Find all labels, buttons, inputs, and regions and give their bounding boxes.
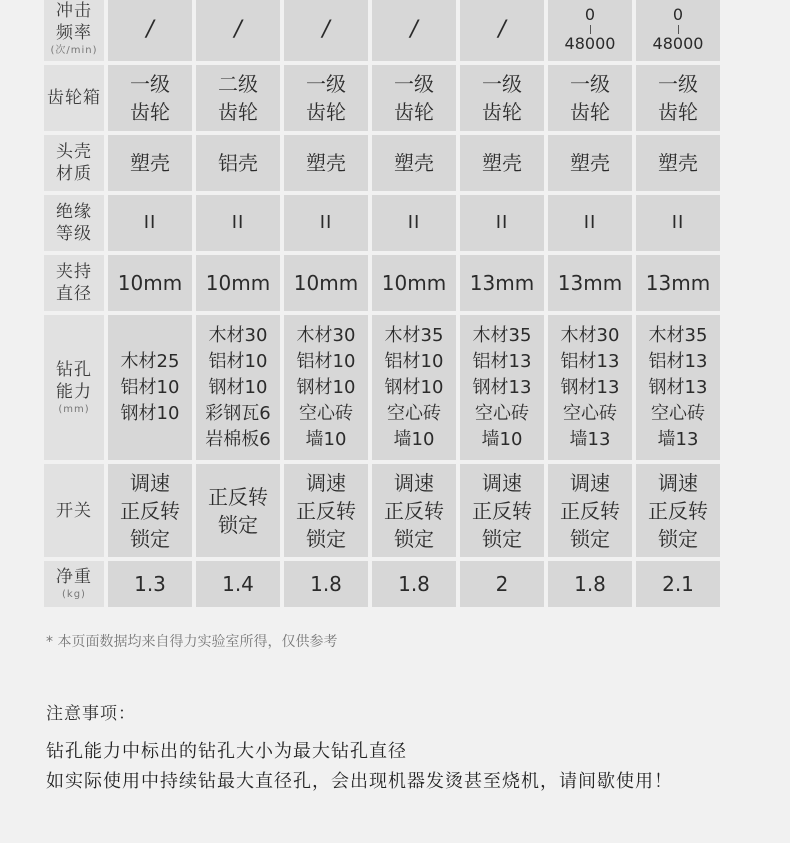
cell-text: 正反转 (208, 484, 268, 509)
cell-text: 墙10 (481, 428, 523, 450)
cell-text: 13mm (469, 271, 535, 295)
row-label (44, 0, 104, 61)
cell-text: 空心砖 (299, 402, 353, 424)
value-cell (284, 464, 368, 557)
cell-text: 13mm (557, 271, 623, 295)
cell-text: 铝材10 (208, 350, 268, 372)
freq-min: 0 (584, 4, 596, 24)
table-row (44, 561, 744, 607)
row-label-text: 钻孔 (56, 359, 92, 380)
value-cell (196, 135, 280, 191)
row-label-text: 频率 (56, 23, 92, 43)
cell-text: II (583, 212, 597, 233)
cell-text: II (407, 212, 421, 233)
value-cell (460, 561, 544, 607)
value-cell (196, 195, 280, 251)
value-cell (196, 315, 280, 460)
value-cell (372, 561, 456, 607)
not-applicable-mark: / (498, 16, 506, 42)
table-row (44, 255, 744, 311)
cell-text: 一级 (394, 72, 434, 96)
cell-text: 塑壳 (658, 151, 698, 175)
cell-text: 木材35 (384, 324, 444, 346)
value-cell (108, 65, 192, 131)
row-label-text: 材质 (56, 164, 92, 184)
value-cell (372, 65, 456, 131)
value-cell (548, 135, 632, 191)
row-label (44, 135, 104, 191)
value-cell (284, 561, 368, 607)
cell-text: II (319, 212, 333, 233)
row-label-text: 冲击 (56, 1, 92, 21)
row-label-text: 夹持 (56, 262, 92, 282)
cell-text: 钢材10 (384, 376, 444, 398)
row-label-text: 绝缘 (56, 202, 92, 222)
value-cell (108, 135, 192, 191)
value-cell (636, 0, 720, 61)
value-cell (548, 464, 632, 557)
cell-text: 一级 (306, 72, 346, 96)
value-cell (460, 0, 544, 61)
cell-text: 木材30 (296, 324, 356, 346)
cell-text: 铝材13 (472, 350, 532, 372)
cell-text: 1.8 (398, 572, 430, 596)
data-source-footnote: * 本页面数据均来自得力实验室所得，仅供参考 (46, 634, 338, 650)
row-unit: (次/min) (50, 45, 98, 56)
cell-text: 钢材10 (120, 402, 180, 424)
cell-text: 钢材13 (648, 376, 708, 398)
not-applicable-mark: / (234, 16, 242, 42)
cell-text: 塑壳 (394, 151, 434, 175)
cell-text: 一级 (570, 72, 610, 96)
value-cell (284, 255, 368, 311)
value-cell (284, 195, 368, 251)
cell-text: 正反转 (648, 498, 708, 523)
row-unit: (kg) (62, 589, 86, 600)
cell-text: 塑壳 (130, 151, 170, 175)
cell-text: 齿轮 (570, 100, 610, 124)
cell-text: 塑壳 (570, 151, 610, 175)
value-cell (108, 315, 192, 460)
value-cell (636, 255, 720, 311)
value-cell (196, 561, 280, 607)
cell-text: 2.1 (662, 572, 694, 596)
cell-text: 墙13 (569, 428, 611, 450)
not-applicable-mark: / (410, 16, 418, 42)
cell-text: 塑壳 (482, 151, 522, 175)
cell-text: 调速 (394, 470, 434, 495)
cell-text: 锁定 (130, 526, 170, 551)
cell-text: 齿轮 (218, 100, 258, 124)
row-label-text: 开关 (56, 500, 92, 521)
table-row (44, 135, 744, 191)
cell-text: II (143, 212, 157, 233)
not-applicable-mark: / (146, 16, 154, 42)
cell-text: 1.8 (574, 572, 606, 596)
cell-text: 空心砖 (563, 402, 617, 424)
cell-text: 正反转 (560, 498, 620, 523)
cell-text: 二级 (218, 72, 258, 96)
cell-text: 锁定 (658, 526, 698, 551)
row-label-text: 净重 (56, 567, 92, 587)
value-cell (196, 255, 280, 311)
cell-text: 一级 (658, 72, 698, 96)
value-cell (372, 464, 456, 557)
cell-text: 调速 (306, 470, 346, 495)
row-label-text: 直径 (56, 284, 92, 304)
range-separator (590, 25, 591, 34)
value-cell (460, 195, 544, 251)
value-cell (636, 561, 720, 607)
cell-text: 锁定 (218, 512, 258, 537)
cell-text: II (231, 212, 245, 233)
cell-text: 正反转 (384, 498, 444, 523)
freq-max: 48000 (564, 33, 616, 53)
value-cell (548, 561, 632, 607)
cell-text: 塑壳 (306, 151, 346, 175)
value-cell (636, 464, 720, 557)
cell-text: 一级 (130, 72, 170, 96)
cell-text: 木材30 (208, 324, 268, 346)
value-cell (372, 315, 456, 460)
freq-min: 0 (672, 4, 684, 24)
note-line-2: 如实际使用中持续钻最大直径孔，会出现机器发烫甚至烧机，请间歇使用！ (46, 771, 673, 792)
cell-text: 调速 (658, 470, 698, 495)
cell-text: 齿轮 (658, 100, 698, 124)
value-cell (284, 65, 368, 131)
cell-text: 齿轮 (482, 100, 522, 124)
cell-text: 铝材13 (648, 350, 708, 372)
cell-text: 调速 (130, 470, 170, 495)
cell-text: 齿轮 (394, 100, 434, 124)
value-cell (460, 315, 544, 460)
cell-text: 铝材10 (296, 350, 356, 372)
cell-text: 正反转 (472, 498, 532, 523)
value-cell (284, 135, 368, 191)
cell-text: 铝材10 (384, 350, 444, 372)
cell-text: 锁定 (306, 526, 346, 551)
value-cell (460, 255, 544, 311)
value-cell (548, 255, 632, 311)
value-cell (196, 464, 280, 557)
value-cell (636, 135, 720, 191)
value-cell (372, 135, 456, 191)
value-cell (372, 0, 456, 61)
cell-text: 正反转 (296, 498, 356, 523)
value-cell (108, 464, 192, 557)
value-cell (548, 315, 632, 460)
cell-text: 钢材13 (472, 376, 532, 398)
cell-text: 一级 (482, 72, 522, 96)
row-label-text: 头壳 (56, 142, 92, 162)
value-cell (548, 195, 632, 251)
cell-text: 墙10 (305, 428, 347, 450)
value-cell (108, 0, 192, 61)
cell-text: 10mm (117, 271, 183, 295)
value-cell (108, 255, 192, 311)
row-label-text: 等级 (56, 224, 92, 244)
row-label (44, 195, 104, 251)
row-label-text: 齿轮箱 (47, 88, 101, 108)
row-label (44, 315, 104, 460)
value-cell (548, 65, 632, 131)
spec-comparison-table (44, 0, 744, 611)
cell-text: 木材30 (560, 324, 620, 346)
table-row (44, 65, 744, 131)
table-row (44, 195, 744, 251)
cell-text: 空心砖 (475, 402, 529, 424)
value-cell (372, 255, 456, 311)
table-row (44, 0, 744, 61)
cell-text: 钢材13 (560, 376, 620, 398)
cell-text: 齿轮 (130, 100, 170, 124)
cell-text: 墙10 (393, 428, 435, 450)
cell-text: 调速 (482, 470, 522, 495)
cell-text: II (671, 212, 685, 233)
value-cell (196, 0, 280, 61)
value-cell (636, 195, 720, 251)
cell-text: 10mm (205, 271, 271, 295)
range-separator (678, 25, 679, 34)
note-line-1: 钻孔能力中标出的钻孔大小为最大钻孔直径 (46, 741, 407, 762)
cell-text: 墙13 (657, 428, 699, 450)
cell-text: 铝材13 (560, 350, 620, 372)
cell-text: 木材25 (120, 350, 180, 372)
value-cell (636, 315, 720, 460)
cell-text: 2 (495, 572, 509, 596)
value-cell (548, 0, 632, 61)
cell-text: 钢材10 (208, 376, 268, 398)
table-row (44, 315, 744, 460)
cell-text: 木材35 (648, 324, 708, 346)
cell-text: 锁定 (570, 526, 610, 551)
cell-text: 1.4 (222, 572, 254, 596)
value-cell (636, 65, 720, 131)
value-cell (284, 315, 368, 460)
row-unit: (mm) (58, 403, 90, 415)
freq-max: 48000 (652, 33, 704, 53)
table-row (44, 464, 744, 557)
value-cell (460, 65, 544, 131)
cell-text: 岩棉板6 (205, 428, 271, 450)
row-label-text: 能力 (56, 381, 92, 402)
not-applicable-mark: / (322, 16, 330, 42)
cell-text: 锁定 (394, 526, 434, 551)
value-cell (196, 65, 280, 131)
row-label (44, 464, 104, 557)
cell-text: 木材35 (472, 324, 532, 346)
cell-text: 钢材10 (296, 376, 356, 398)
cell-text: 1.3 (134, 572, 166, 596)
cell-text: 13mm (645, 271, 711, 295)
value-cell (284, 0, 368, 61)
cell-text: 调速 (570, 470, 610, 495)
cell-text: 铝材10 (120, 376, 180, 398)
cell-text: 锁定 (482, 526, 522, 551)
row-label (44, 65, 104, 131)
value-cell (108, 561, 192, 607)
value-cell (108, 195, 192, 251)
cell-text: 10mm (293, 271, 359, 295)
cell-text: II (495, 212, 509, 233)
cell-text: 10mm (381, 271, 447, 295)
notes-title: 注意事项： (46, 704, 136, 724)
cell-text: 正反转 (120, 498, 180, 523)
value-cell (372, 195, 456, 251)
value-cell (460, 464, 544, 557)
cell-text: 齿轮 (306, 100, 346, 124)
cell-text: 彩钢瓦6 (205, 402, 271, 424)
cell-text: 空心砖 (387, 402, 441, 424)
cell-text: 空心砖 (651, 402, 705, 424)
cell-text: 铝壳 (218, 151, 258, 175)
row-label (44, 255, 104, 311)
row-label (44, 561, 104, 607)
cell-text: 1.8 (310, 572, 342, 596)
value-cell (460, 135, 544, 191)
